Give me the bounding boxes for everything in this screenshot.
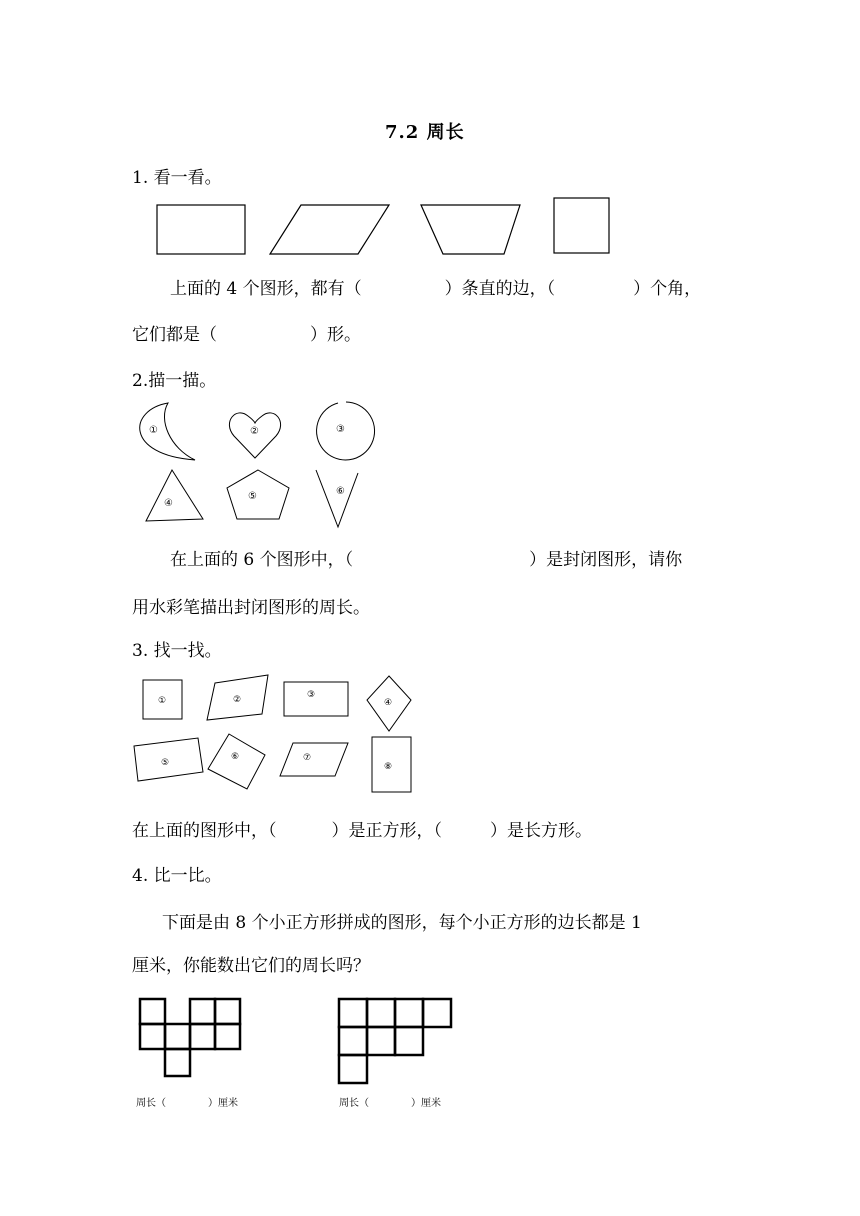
label-6: ⑥ (336, 486, 345, 497)
question-1-heading: 1. 看一看。 (132, 168, 222, 188)
label-2: ② (250, 426, 259, 437)
q3-text-a: 在上面的图形中，（ (132, 821, 277, 841)
label-3: ③ (336, 424, 345, 435)
grid-figure-2 (339, 999, 451, 1083)
caption-2-text-b: ）厘米 (411, 1098, 441, 1109)
label-5: ⑤ (248, 491, 257, 502)
question-2-line-2: 用水彩笔描出封闭图形的周长。 (132, 598, 370, 618)
caption-2-text-a: 周长（ (339, 1098, 369, 1109)
label-4: ④ (384, 698, 393, 708)
grid-figure-1 (140, 999, 240, 1076)
caption-1-text-b: ）厘米 (208, 1098, 238, 1109)
label-8: ⑧ (384, 762, 393, 772)
question-3-heading: 3. 找一找。 (132, 641, 222, 661)
q1-text-d: 它们都是（ (132, 325, 217, 345)
label-2: ② (233, 695, 242, 705)
question-2-heading: 2.描一描。 (132, 371, 217, 391)
q1-text-a: 上面的 4 个图形，都有（ (170, 279, 362, 299)
question-4-heading: 4. 比一比。 (132, 866, 222, 886)
q1-text-b: ）条直的边，（ (444, 279, 556, 299)
caption-1-text-a: 周长（ (136, 1098, 166, 1109)
q3-text-c: ）是长方形。 (490, 821, 592, 841)
figure-2-caption (339, 1094, 441, 1109)
q2-text-a: 在上面的 6 个图形中，（ (170, 550, 354, 570)
page-title: 7.2 周长 (385, 122, 465, 143)
question-4-line-1: 下面是由 8 个小正方形拼成的图形，每个小正方形的边长都是 1 (162, 913, 642, 933)
label-3: ③ (307, 690, 316, 700)
figure-1-caption (136, 1094, 238, 1109)
label-6: ⑥ (231, 752, 240, 762)
label-7: ⑦ (303, 753, 312, 763)
label-1: ① (158, 696, 167, 706)
q2-text-b: ）是封闭图形，请你 (529, 550, 683, 570)
label-5: ⑤ (161, 758, 170, 768)
q3-text-b: ）是正方形，（ (331, 821, 442, 841)
label-4: ④ (164, 498, 173, 509)
question-4-line-2: 厘米，你能数出它们的周长吗？ (132, 956, 370, 976)
q1-text-c: ）个角， (633, 279, 702, 299)
q1-text-e: ）形。 (310, 325, 361, 345)
label-1: ① (149, 425, 158, 436)
